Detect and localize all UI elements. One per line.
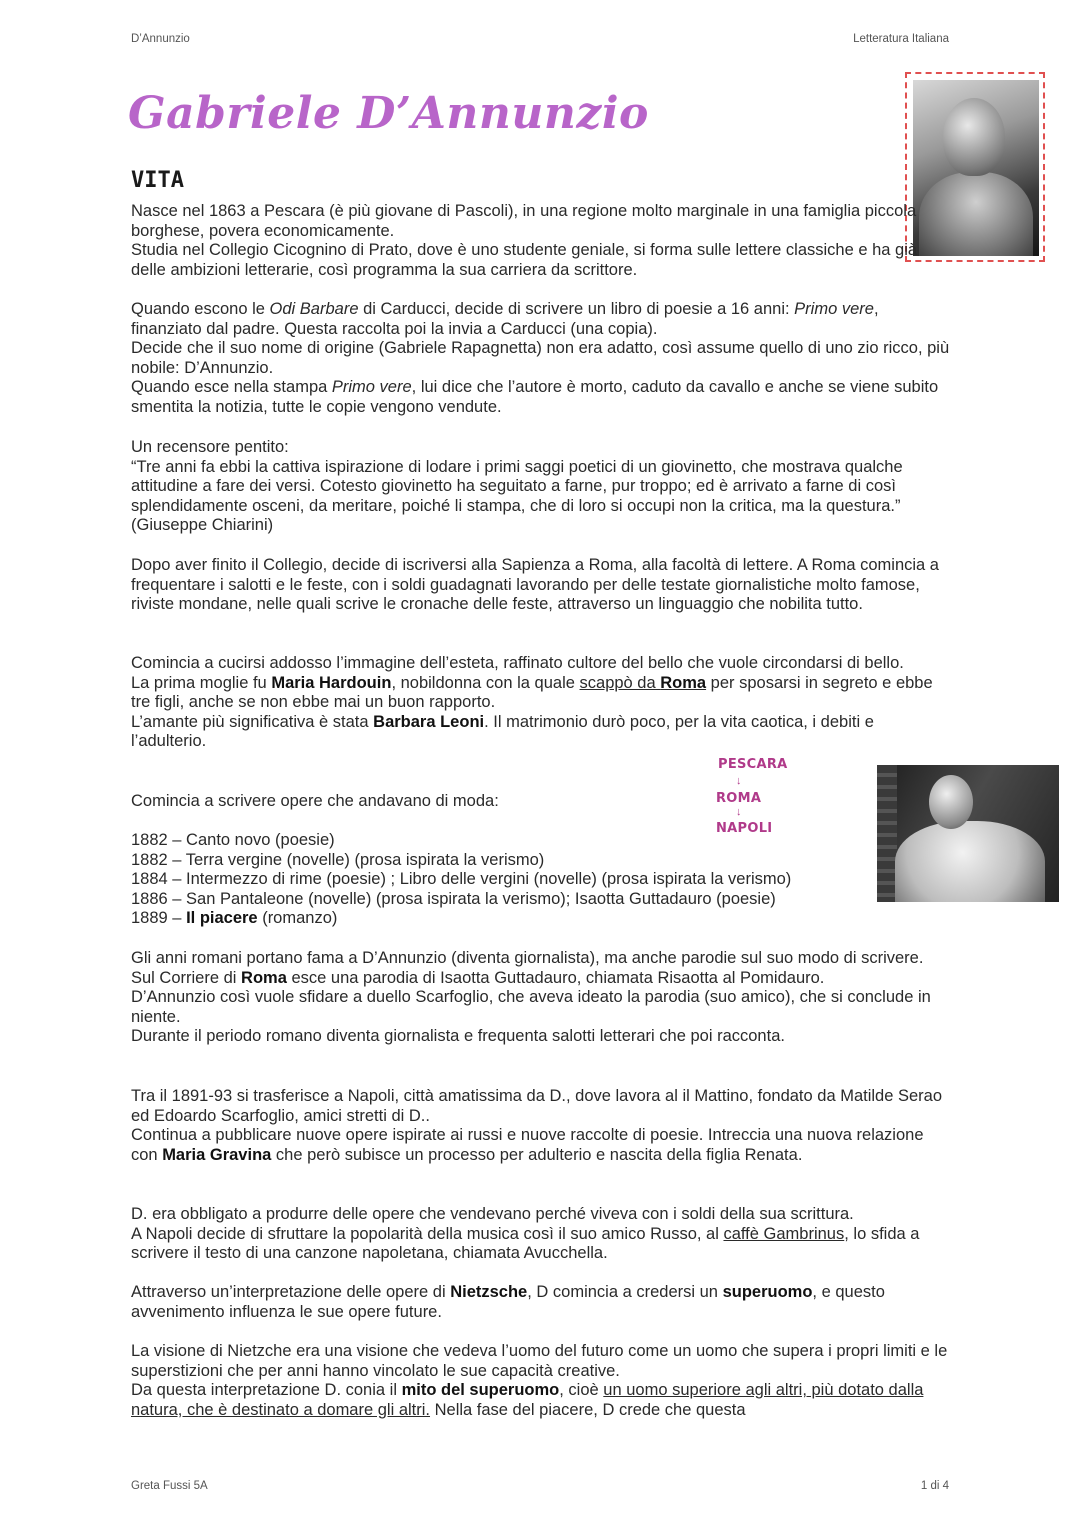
text-line: Studia nel Collegio Cicognino di Prato, dove è uno studente geniale, si forma sulle lettere classiche e ha già delle ambizioni letterarie, così programma la sua carriera da scrittore. bbox=[131, 241, 918, 279]
text-line: A Napoli decide di sfruttare la popolarità della musica così il suo amico Russo, al caffè Gambrinus, lo sfida a scrivere il testo di una canzone napoletana, chiamata Avucchella. bbox=[131, 1224, 920, 1263]
text-line: Comincia a scrivere opere che andavano di moda: bbox=[131, 792, 499, 810]
list-item: 1886 – San Pantaleone (novelle) (prosa ispirata la verismo); Isaotta Guttadauro (poesie) bbox=[131, 889, 776, 908]
list-item: 1882 – Terra vergine (novelle) (prosa ispirata la verismo) bbox=[131, 850, 545, 869]
arrow-down-icon: ↓ bbox=[736, 806, 742, 818]
text-line: La prima moglie fu Maria Hardouin, nobildonna con la quale scappò da Roma per sposarsi in segreto e ebbe tre figli, anche se non ebbe mai un buon rapporto. bbox=[131, 673, 933, 712]
note-pescara: PESCARA bbox=[718, 757, 788, 772]
paragraph-napoli bbox=[131, 1087, 951, 1165]
text-line: Tra il 1891-93 si trasferisce a Napoli, città amatissima da D., dove lavora al il Mattino, fondato da Matilde Serao ed Edoardo Scarfoglio, amici stretti di D.. bbox=[131, 1087, 943, 1125]
text-line: Quando esce nella stampa Primo vere, lui dice che l’autore è morto, caduto da cavallo e anche se viene subito smentita la notizia, tutte le copie vengono vendute. bbox=[131, 378, 939, 416]
text-line: La visione di Nietzche era una visione che vedeva l’uomo del futuro come un uomo che supera i propri limiti e le superstizioni che per anni hanno vincolato le sue capacità creative. bbox=[131, 1342, 948, 1380]
text-line: Comincia a cucirsi addosso l’immagine dell’esteta, raffinato cultore del bello che vuole circondarsi di bello. bbox=[131, 654, 904, 672]
paragraph-esteta bbox=[131, 654, 951, 752]
paragraph-roma bbox=[131, 556, 951, 615]
list-item: 1889 – Il piacere (romanzo) bbox=[131, 909, 338, 928]
paragraph-primo-vere bbox=[131, 300, 951, 418]
works-list bbox=[131, 831, 861, 929]
photo-reading bbox=[877, 765, 1059, 902]
paragraph-avucchella bbox=[131, 1205, 951, 1264]
paragraph-opere bbox=[131, 792, 711, 812]
text-line: Gli anni romani portano fama a D’Annunzio (diventa giornalista), ma anche parodie sul suo modo di scrivere. Sul Corriere di Roma esce una parodia di Isaotta Guttadauro, chiamata Risaotta al Pomidauro. bbox=[131, 949, 924, 987]
text-line: Nasce nel 1863 a Pescara (è più giovane di Pascoli), in una regione molto marginale in una famiglia piccola borghese, povera economicamente. bbox=[131, 202, 917, 240]
footer-left: Greta Fussi 5A bbox=[131, 1480, 208, 1492]
text-line: D. era obbligato a produrre delle opere che vendevano perché viveva con i soldi della sua scrittura. bbox=[131, 1205, 854, 1223]
header-right: Letteratura Italiana bbox=[853, 33, 949, 45]
text-line: Da questa interpretazione D. conia il mito del superuomo, cioè un uomo superiore agli altri, più dotato dalla natura, che è destinato a domare gli altri. Nella fase del piacere, D crede che questa bbox=[131, 1381, 924, 1419]
list-item: 1884 – Intermezzo di rime (poesie) ; Libro delle vergini (novelle) (prosa ispirata la verismo) bbox=[131, 870, 792, 889]
paragraph-superuomo bbox=[131, 1342, 951, 1420]
text-line: Un recensore pentito: bbox=[131, 438, 289, 456]
text-line: Attraverso un’interpretazione delle opere di Nietzsche, D comincia a credersi un superuomo, e questo avvenimento influenza le sue opere future. bbox=[131, 1283, 885, 1321]
text-line: Durante il periodo romano diventa giornalista e frequenta salotti letterari che poi racconta. bbox=[131, 1027, 785, 1046]
text-line: D’Annunzio così vuole sfidare a duello Scarfoglio, che aveva ideato la parodia (suo amico), che si conclude in niente. bbox=[131, 988, 931, 1026]
section-title: VITA bbox=[131, 168, 184, 193]
quote: “Tre anni fa ebbi la cattiva ispirazione di lodare i primi saggi poetici di un giovinetto, che mostrava qualche attitudine a fare dei versi. Cotesto giovinetto ha seguitato a farne, pur troppo; ed è arrivato a farne di così splendidamente osceni, da meritare, poiché li stampa, che di loro si occupi non la critica, ma la questura.” (Giuseppe Chiarini) bbox=[131, 457, 903, 535]
note-napoli: NAPOLI bbox=[716, 821, 773, 836]
text-line: Decide che il suo nome di origine (Gabriele Rapagnetta) non era adatto, così assume quello di uno zio ricco, più nobile: D’Annunzio. bbox=[131, 339, 950, 377]
paragraph-nietzsche bbox=[131, 1283, 951, 1322]
paragraph-parodie bbox=[131, 949, 951, 1047]
text-line: Quando escono le Odi Barbare di Carducci, decide di scrivere un libro di poesie a 16 anni: Primo vere, finanziato dal padre. Questa raccolta poi la invia a Carducci (una copia). bbox=[131, 300, 879, 338]
paragraph-recensore bbox=[131, 438, 951, 536]
list-item: 1882 – Canto novo (poesie) bbox=[131, 831, 335, 849]
note-roma: ROMA bbox=[716, 791, 762, 806]
arrow-down-icon: ↓ bbox=[736, 775, 742, 787]
footer-page-number: 1 di 4 bbox=[920, 1480, 949, 1492]
document-title: Gabriele D’Annunzio bbox=[128, 88, 649, 139]
text-line: Continua a pubblicare nuove opere ispirate ai russi e nuove raccolte di poesie. Intreccia una nuova relazione con Maria Gravina che però subisce un processo per adulterio e nascita della figlia Renata. bbox=[131, 1126, 924, 1164]
paragraph-birth bbox=[131, 202, 951, 280]
text-line: Dopo aver finito il Collegio, decide di iscriversi alla Sapienza a Roma, alla facoltà di lettere. A Roma comincia a frequentare i salotti e le feste, con i soldi guadagnati lavorando per delle testate giornalistiche molto famose, riviste mondane, nelle quali scrive le cronache delle feste, attraverso un linguaggio che nobilita tutto. bbox=[131, 556, 939, 614]
text-line: L’amante più significativa è stata Barbara Leoni. Il matrimonio durò poco, per la vita caotica, i debiti e l’adulterio. bbox=[131, 712, 874, 751]
header-left: D’Annunzio bbox=[131, 33, 190, 45]
